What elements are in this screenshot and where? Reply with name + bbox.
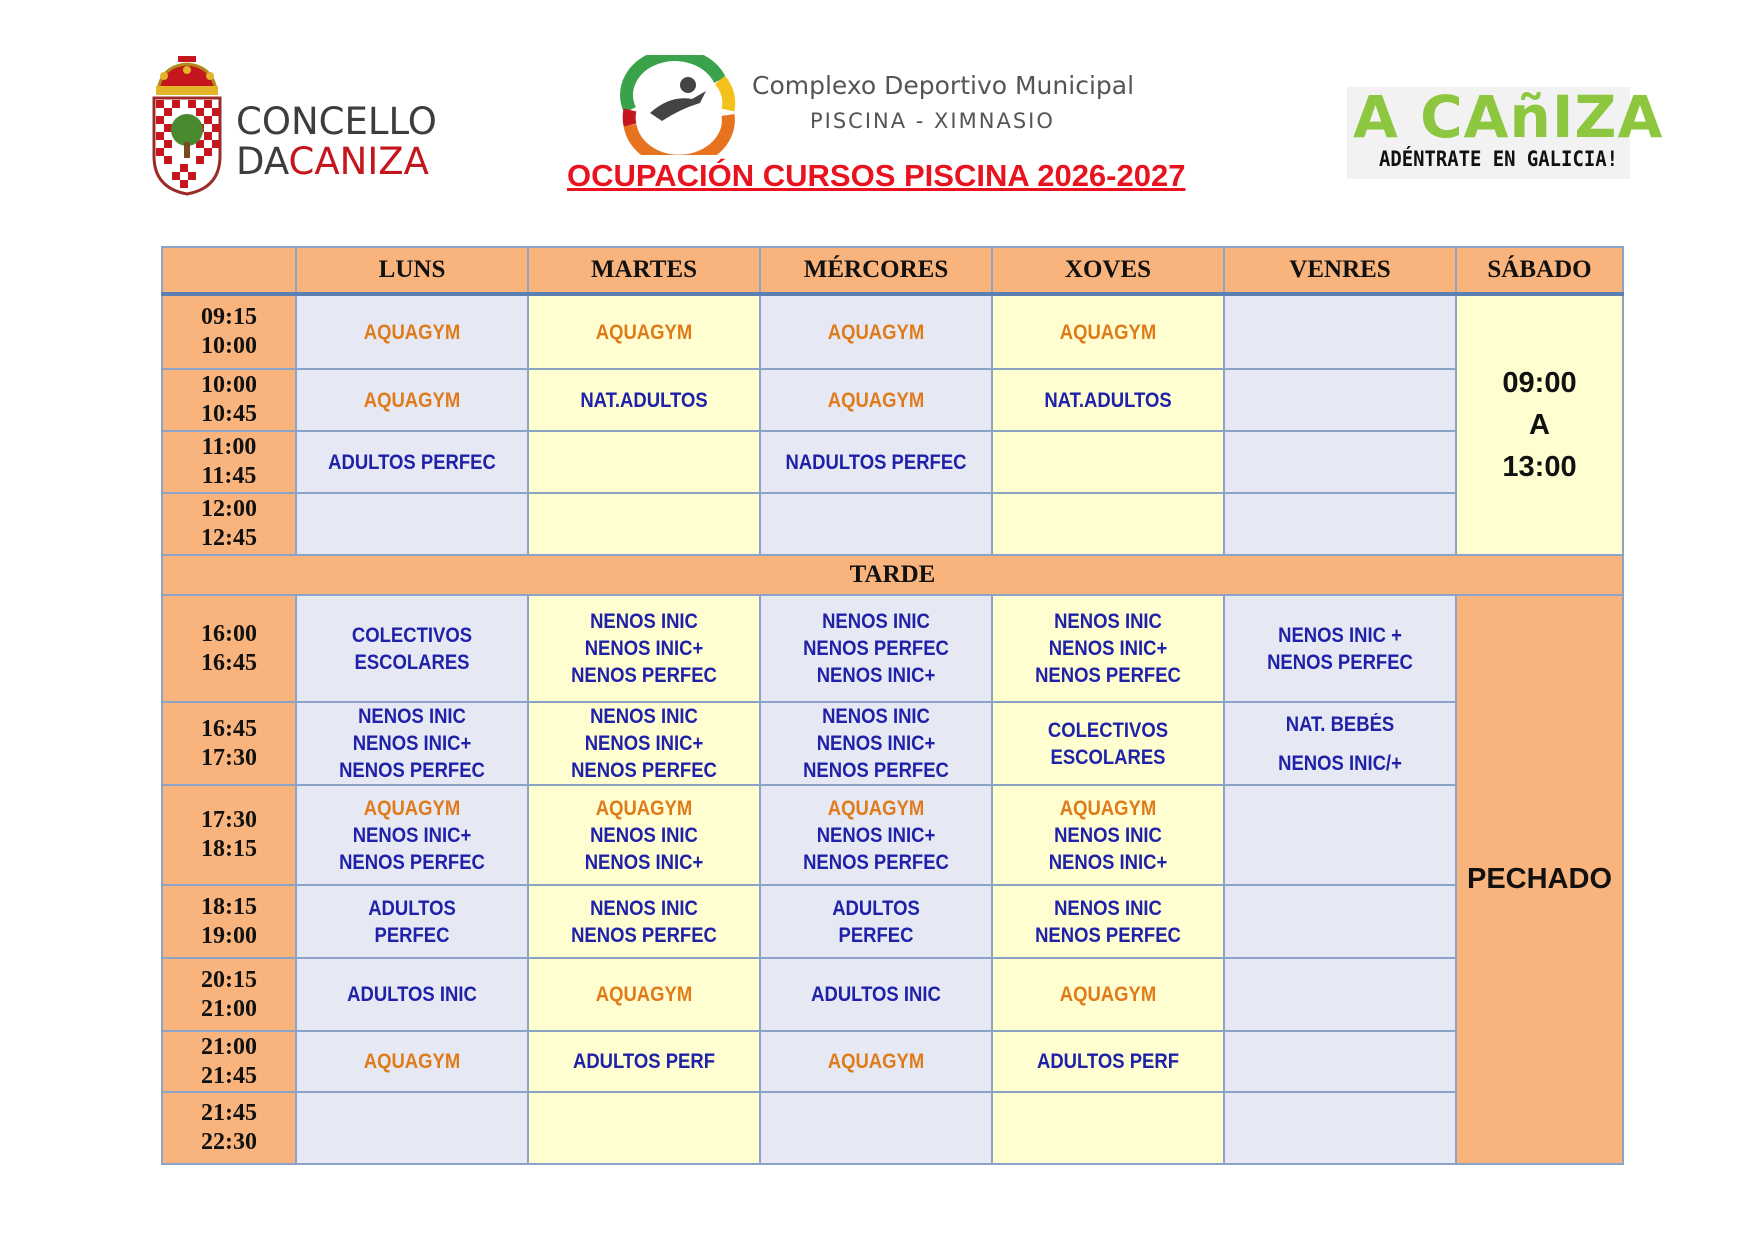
saturday-closed: PECHADO — [1456, 595, 1623, 1164]
activity-label: AQUAGYM — [827, 320, 925, 344]
time-end: 21:00 — [201, 995, 257, 1022]
time-end: 12:45 — [201, 525, 257, 551]
saturday-morning-hours — [1456, 294, 1623, 555]
header-corner — [162, 247, 296, 294]
schedule-cell — [1224, 493, 1456, 555]
table-row — [162, 785, 1623, 885]
time-start: 10:00 — [201, 372, 257, 398]
activity-label: AQUAGYM — [827, 388, 925, 412]
activity-label: NENOS INIC — [358, 705, 466, 728]
activity-label: AQUAGYM — [827, 796, 925, 820]
schedule-cell — [528, 958, 760, 1031]
activity-label: ADULTOS INIC — [811, 983, 941, 1006]
schedule-cell — [760, 431, 992, 493]
time-slot — [162, 294, 296, 369]
schedule-cell — [760, 369, 992, 431]
schedule-cell — [992, 1092, 1224, 1164]
activity-label: NENOS INIC — [822, 705, 930, 728]
activity-label: ESCOLARES — [354, 650, 470, 674]
activity-label: AQUAGYM — [1059, 983, 1157, 1006]
activity-label: NENOS INIC+ — [816, 664, 936, 687]
schedule-cell — [296, 1092, 528, 1164]
time-start: 21:00 — [201, 1033, 257, 1060]
activity-label: AQUAGYM — [595, 796, 693, 820]
schedule-cell — [528, 785, 760, 885]
schedule-cell — [296, 369, 528, 431]
concello-da: DA — [236, 140, 289, 183]
tarde-row — [162, 555, 1623, 595]
schedule-cell — [760, 785, 992, 885]
schedule-cell — [992, 369, 1224, 431]
activity-label: NENOS INIC+ — [816, 732, 936, 755]
time-start: 20:15 — [201, 966, 257, 993]
time-slot — [162, 1031, 296, 1092]
schedule-cell — [1224, 1092, 1456, 1164]
swimmer-ring-icon — [610, 55, 740, 155]
activity-label: COLECTIVOS — [351, 623, 473, 647]
activity-label: ADULTOS — [832, 896, 920, 920]
days-header-row — [162, 247, 1623, 294]
activity-label: NENOS PERFEC — [571, 923, 717, 947]
table-row — [162, 702, 1623, 785]
acaniza-logo — [1347, 83, 1664, 179]
saturday-separator: A — [1529, 409, 1550, 441]
time-end: 11:45 — [201, 463, 257, 489]
schedule-cell — [992, 702, 1224, 785]
acaniza-wordmark: A CAñIZA — [1353, 83, 1664, 151]
schedule-cell — [528, 1092, 760, 1164]
table-row — [162, 595, 1623, 702]
activity-label: ADULTOS PERFEC — [328, 450, 496, 474]
activity-label: COLECTIVOS — [1047, 718, 1169, 742]
schedule-cell — [296, 702, 528, 785]
activity-label: NENOS INIC+ — [1048, 850, 1168, 874]
schedule-cell — [992, 431, 1224, 493]
table-row — [162, 958, 1623, 1031]
day-header-mercores: MÉRCORES — [760, 247, 992, 294]
activity-label: NENOS PERFEC — [1035, 664, 1181, 687]
activity-label: NENOS INIC+ — [584, 850, 704, 874]
acaniza-tagline: ADÉNTRATE EN GALICIA! — [1379, 147, 1618, 171]
activity-label: NENOS INIC — [1054, 896, 1162, 920]
schedule-table — [161, 246, 1624, 1165]
activity-label: ADULTOS PERF — [572, 1050, 716, 1073]
activity-label: NENOS INIC — [590, 705, 698, 728]
schedule-cell — [528, 595, 760, 702]
activity-label: NENOS INIC + — [1278, 623, 1402, 647]
schedule-cell — [296, 493, 528, 555]
activity-label: NENOS PERFEC — [803, 850, 949, 874]
activity-label: NENOS INIC — [590, 823, 698, 847]
schedule-cell — [528, 885, 760, 958]
day-header-martes: MARTES — [528, 247, 760, 294]
page-title: OCUPACIÓN CURSOS PISCINA 2026-2027 — [567, 158, 1186, 193]
table-row — [162, 885, 1623, 958]
schedule-cell — [296, 885, 528, 958]
table-row — [162, 294, 1623, 369]
schedule-cell — [1224, 595, 1456, 702]
time-end: 22:30 — [201, 1129, 257, 1155]
schedule-cell — [1224, 294, 1456, 369]
saturday-open-time: 09:00 — [1502, 367, 1577, 399]
table-row — [162, 431, 1623, 493]
time-slot — [162, 493, 296, 555]
time-end: 10:00 — [201, 333, 257, 359]
time-start: 12:00 — [201, 496, 257, 522]
schedule-cell — [760, 595, 992, 702]
time-start: 17:30 — [201, 807, 257, 833]
concello-name — [236, 102, 437, 182]
schedule-cell — [296, 595, 528, 702]
schedule-cell — [760, 294, 992, 369]
activity-label: ESCOLARES — [1050, 745, 1166, 769]
table-row — [162, 1031, 1623, 1092]
time-slot — [162, 369, 296, 431]
schedule-cell — [992, 595, 1224, 702]
activity-label: NENOS PERFEC — [571, 664, 717, 687]
activity-label: AQUAGYM — [595, 983, 693, 1006]
activity-label: NENOS PERFEC — [339, 850, 485, 874]
activity-label: ADULTOS PERF — [1036, 1050, 1180, 1073]
activity-label: NENOS INIC — [590, 896, 698, 920]
schedule-cell — [528, 431, 760, 493]
schedule-cell — [296, 294, 528, 369]
schedule-cell — [760, 1031, 992, 1092]
schedule-cell — [992, 294, 1224, 369]
schedule-cell — [992, 885, 1224, 958]
concello-line1: CONCELLO — [236, 100, 437, 143]
time-slot — [162, 958, 296, 1031]
table-row — [162, 493, 1623, 555]
coat-of-arms-icon — [148, 56, 226, 196]
schedule-cell — [1224, 431, 1456, 493]
activity-label: NENOS PERFEC — [339, 759, 485, 782]
schedule-cell — [1224, 958, 1456, 1031]
time-end: 18:15 — [201, 836, 257, 862]
activity-label: ADULTOS — [368, 896, 456, 920]
time-slot — [162, 885, 296, 958]
activity-label: NENOS INIC — [590, 610, 698, 633]
activity-label: AQUAGYM — [1059, 320, 1157, 344]
saturday-close-time: 13:00 — [1502, 451, 1577, 483]
schedule-cell — [760, 702, 992, 785]
schedule-cell — [528, 493, 760, 555]
schedule-cell — [528, 1031, 760, 1092]
time-start: 09:15 — [201, 304, 257, 330]
schedule-cell — [528, 294, 760, 369]
activity-label: NENOS INIC+ — [1048, 637, 1168, 660]
time-end: 10:45 — [201, 401, 257, 427]
schedule-cell — [992, 958, 1224, 1031]
schedule-cell — [296, 1031, 528, 1092]
complexo-logo — [610, 55, 1170, 165]
schedule-cell — [1224, 885, 1456, 958]
activity-label: NENOS INIC — [822, 610, 930, 633]
activity-label: NENOS INIC+ — [584, 732, 704, 755]
time-start: 16:45 — [201, 715, 257, 742]
schedule-cell — [760, 493, 992, 555]
activity-label: NENOS INIC+ — [584, 637, 704, 660]
time-slot — [162, 431, 296, 493]
time-end: 21:45 — [201, 1062, 257, 1089]
tarde-label: TARDE — [162, 555, 1623, 595]
activity-label: NAT. BEBÉS — [1285, 712, 1395, 736]
time-start: 16:00 — [201, 620, 257, 647]
schedule-cell — [528, 369, 760, 431]
day-header-xoves: XOVES — [992, 247, 1224, 294]
schedule-cell — [1224, 1031, 1456, 1092]
table-row — [162, 369, 1623, 431]
activity-label: ADULTOS INIC — [347, 983, 477, 1006]
activity-label: NENOS PERFEC — [803, 637, 949, 660]
time-end: 17:30 — [201, 744, 257, 771]
table-row — [162, 1092, 1623, 1164]
activity-label: PERFEC — [838, 923, 914, 947]
schedule-cell — [1224, 369, 1456, 431]
day-header-luns: LUNS — [296, 247, 528, 294]
day-header-venres: VENRES — [1224, 247, 1456, 294]
schedule-cell — [760, 958, 992, 1031]
activity-label: PERFEC — [374, 923, 450, 947]
activity-label: AQUAGYM — [363, 796, 461, 820]
activity-label: NENOS PERFEC — [1035, 923, 1181, 947]
time-end: 16:45 — [201, 649, 257, 676]
time-slot — [162, 1092, 296, 1164]
activity-label: NADULTOS PERFEC — [785, 450, 967, 474]
activity-label: AQUAGYM — [363, 1050, 461, 1073]
activity-label: AQUAGYM — [363, 320, 461, 344]
schedule-cell — [992, 785, 1224, 885]
complexo-subtitle: PISCINA - XIMNASIO — [810, 109, 1055, 133]
concello-caniza: CANIZA — [288, 140, 429, 183]
activity-label: NENOS INIC+ — [352, 823, 472, 847]
activity-label: AQUAGYM — [827, 1050, 925, 1073]
activity-label: NENOS PERFEC — [803, 759, 949, 782]
activity-label: NENOS INIC+ — [352, 732, 472, 755]
time-slot — [162, 785, 296, 885]
activity-label: NENOS INIC+ — [816, 823, 936, 847]
time-slot — [162, 595, 296, 702]
activity-label: NAT.ADULTOS — [1044, 388, 1172, 412]
activity-label: NAT.ADULTOS — [580, 388, 708, 412]
activity-label: NENOS PERFEC — [571, 759, 717, 782]
schedule-cell — [528, 702, 760, 785]
schedule-cell — [992, 1031, 1224, 1092]
schedule-cell — [296, 785, 528, 885]
schedule-cell — [1224, 785, 1456, 885]
concello-logo — [148, 52, 458, 202]
time-slot — [162, 702, 296, 785]
time-start: 11:00 — [201, 434, 257, 460]
schedule-cell — [760, 1092, 992, 1164]
schedule-cell — [296, 958, 528, 1031]
schedule-cell — [1224, 702, 1456, 785]
time-start: 18:15 — [201, 893, 257, 920]
time-end: 19:00 — [201, 922, 257, 949]
activity-label: NENOS PERFEC — [1267, 650, 1413, 674]
complexo-title: Complexo Deportivo Municipal — [752, 71, 1135, 100]
activity-label: AQUAGYM — [595, 320, 693, 344]
activity-label: AQUAGYM — [1059, 796, 1157, 820]
schedule-cell — [992, 493, 1224, 555]
activity-label: NENOS INIC — [1054, 610, 1162, 633]
activity-label: NENOS INIC/+ — [1278, 751, 1402, 775]
activity-label: NENOS INIC — [1054, 823, 1162, 847]
time-start: 21:45 — [201, 1100, 257, 1126]
schedule-cell — [760, 885, 992, 958]
schedule-cell — [296, 431, 528, 493]
day-header-sabado: SÁBADO — [1456, 247, 1623, 294]
activity-label: AQUAGYM — [363, 388, 461, 412]
